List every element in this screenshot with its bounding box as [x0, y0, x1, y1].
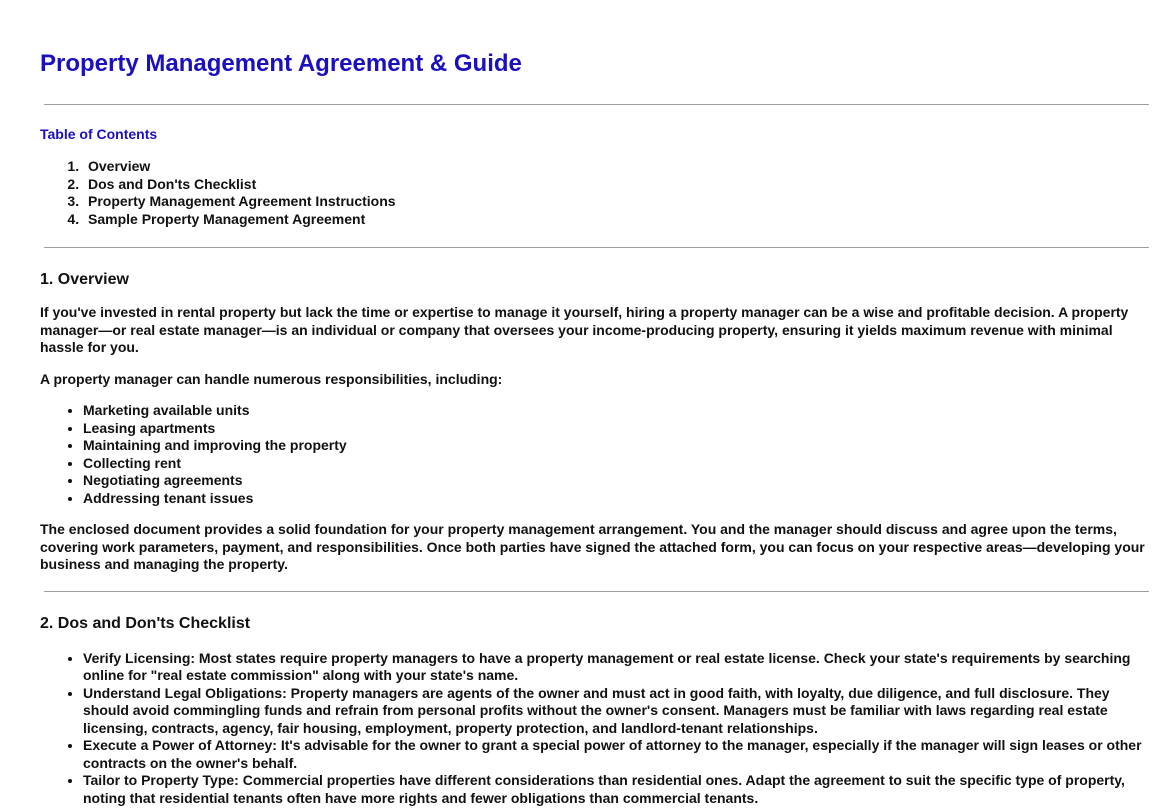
divider	[44, 104, 1149, 105]
section-heading-dos-donts: 2. Dos and Don'ts Checklist	[40, 614, 251, 632]
list-item: • Marketing available units	[83, 402, 1149, 420]
toc-heading: Table of Contents	[40, 126, 158, 142]
list-item: • Maintaining and improving the property	[83, 437, 1149, 455]
dos-donts-checklist	[40, 650, 1149, 808]
list-item: • Leasing apartments	[83, 420, 1149, 438]
toc-item-overview: 1. Overview	[83, 158, 1149, 176]
checklist-item: • Understand Legal Obligations: Property managers are agents of the owner and must act in good faith, with loyalty, due diligence, and full disclosure. They should avoid commingling funds and refrain from personal profits without the owner's consent. Managers must be familiar with laws regarding real estate licensing, contracts, agency, fair housing, employment, property protection, and landlord-tenant relationships.	[83, 685, 1145, 738]
list-item: • Negotiating agreements	[83, 472, 1149, 490]
toc-item-instructions: 3. Property Management Agreement Instructions	[83, 193, 1149, 211]
section-heading-overview: 1. Overview	[40, 271, 129, 288]
list-item: • Addressing tenant issues	[83, 490, 1149, 508]
checklist-item: • Tailor to Property Type: Commercial properties have different considerations than residential ones. Adapt the agreement to suit the specific type of property, noting that residential tenants often have more rights and fewer obligations than commercial tenants.	[83, 772, 1145, 807]
list-item: • Collecting rent	[83, 455, 1149, 473]
toc-item-sample-agreement: 4. Sample Property Management Agreement	[83, 211, 1149, 229]
overview-paragraph: If you've invested in rental property but lack the time or expertise to manage it yourself, hiring a property manager can be a wise and profitable decision. A property manager—or real estate manager—is an individual or company that oversees your income-producing property, ensuring it yields maximum revenue with minimal hassle for you.	[40, 304, 1129, 355]
overview-paragraph: A property manager can handle numerous responsibilities, including:	[40, 370, 503, 387]
toc-item-dos-donts: 2. Dos and Don'ts Checklist	[83, 176, 1149, 194]
table-of-contents	[40, 158, 1149, 228]
divider	[44, 591, 1149, 592]
checklist-item: • Verify Licensing: Most states require property managers to have a property management or real estate license. Check your state's requirements by searching online for "real estate commission" along with your state's name.	[83, 650, 1145, 685]
divider	[44, 247, 1149, 248]
page-title: Property Management Agreement & Guide	[40, 50, 522, 77]
responsibilities-list	[40, 402, 1149, 507]
checklist-item: • Execute a Power of Attorney: It's advisable for the owner to grant a special power of attorney to the manager, especially if the manager will sign leases or other contracts on the owner's behalf.	[83, 737, 1145, 772]
overview-paragraph: The enclosed document provides a solid foundation for your property management arrangement. You and the manager should discuss and agree upon the terms, covering work parameters, payment, and responsibilities. Once both parties have signed the attached form, you can focus on your respective areas—developing your business and managing the property.	[40, 521, 1145, 572]
